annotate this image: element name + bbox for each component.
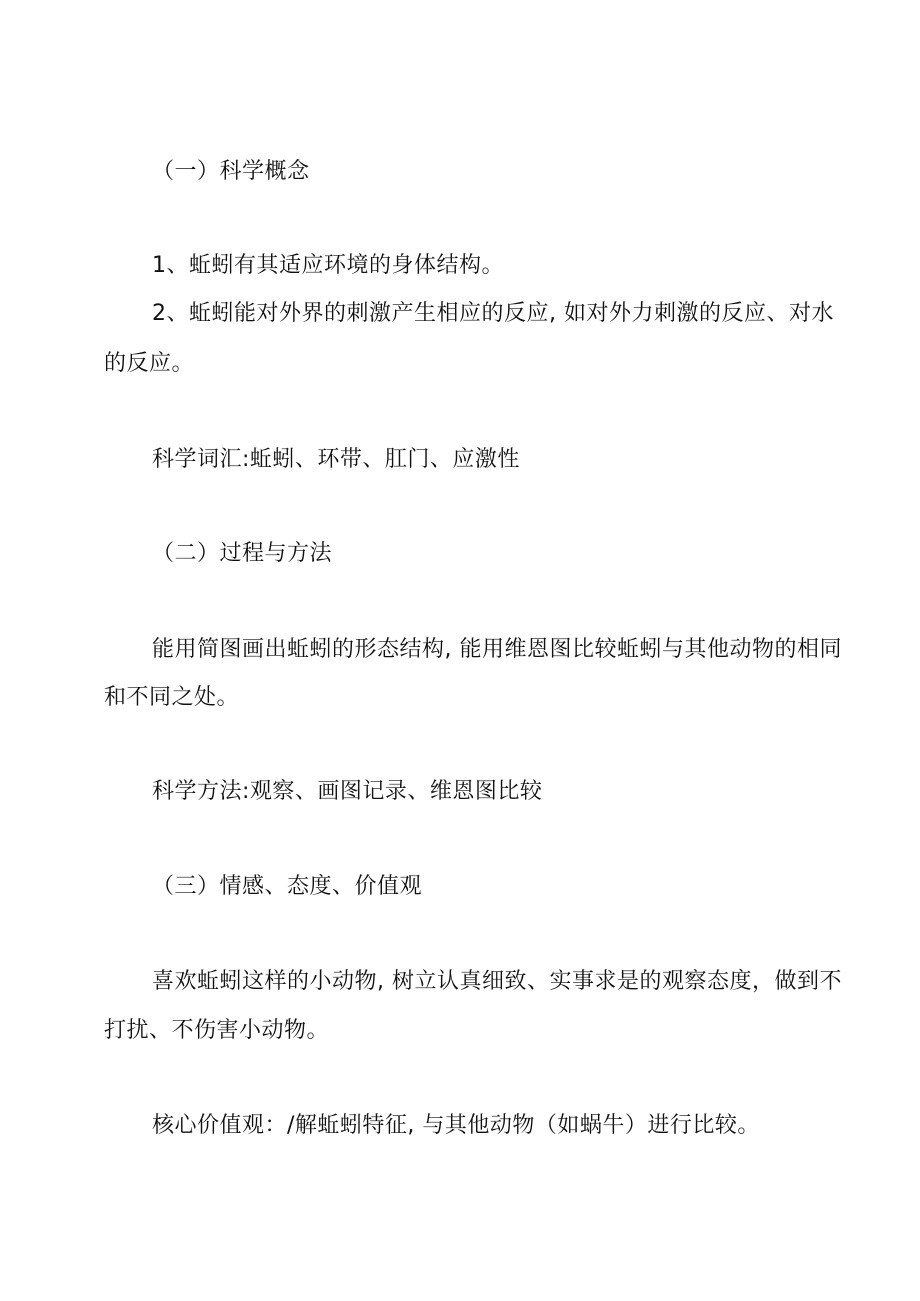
process-paragraph-line1: 能用简图画出蚯蚓的形态结构, 能用维恩图比较蚯蚓与其他动物的相同: [152, 637, 842, 662]
process-paragraph-line2: 和不同之处。: [104, 685, 240, 710]
section-heading-concepts: （一）科学概念: [152, 159, 310, 184]
concept-item-2-continued: 的反应。: [104, 351, 195, 376]
attitude-paragraph-line2: 打扰、不伤害小动物。: [104, 1018, 330, 1043]
science-methods: 科学方法:观察、画图记录、维恩图比较: [152, 779, 543, 804]
attitude-paragraph-line1: 喜欢蚯蚓这样的小动物, 树立认真细致、实事求是的观察态度，做到不: [152, 969, 842, 994]
core-values: 核心价值观：/解蚯蚓特征, 与其他动物（如蜗牛）进行比较。: [152, 1113, 760, 1138]
concept-item-1: 1、蚯蚓有其适应环境的身体结构。: [152, 253, 504, 278]
section-heading-attitudes-values: （三）情感、态度、价值观: [152, 874, 423, 899]
science-vocabulary: 科学词汇:蚯蚓、环带、肛门、应激性: [152, 447, 520, 472]
section-heading-process-methods: （二）过程与方法: [152, 541, 333, 566]
concept-item-2: 2、蚯蚓能对外界的刺激产生相应的反应, 如对外力刺激的反应、对水: [152, 301, 834, 326]
